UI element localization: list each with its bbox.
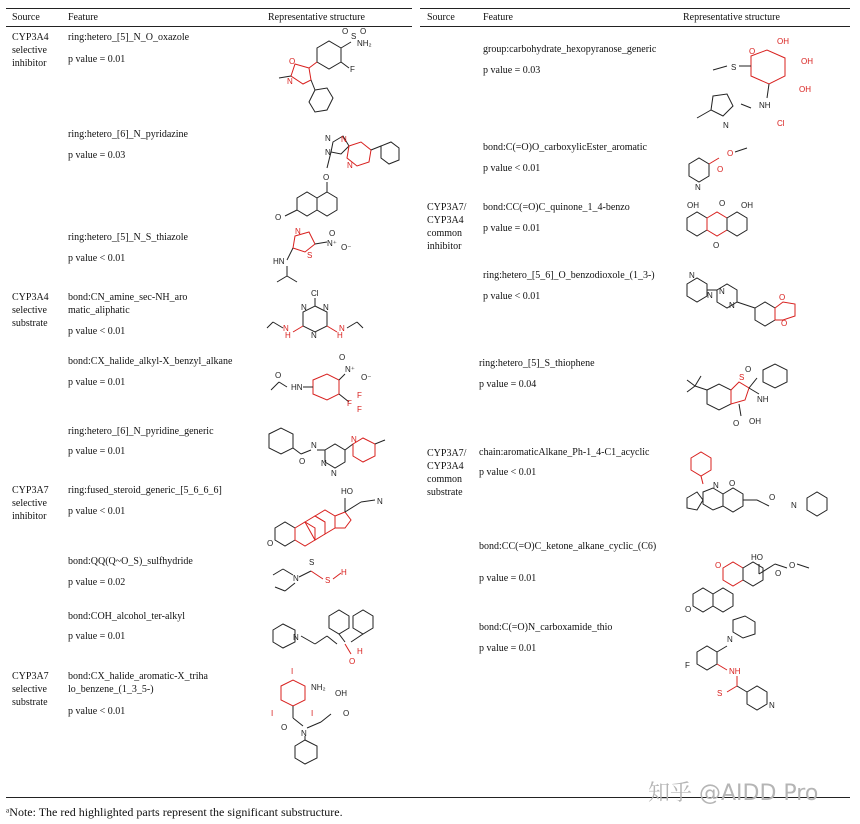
svg-text:S: S xyxy=(309,558,315,567)
svg-text:H: H xyxy=(337,331,343,340)
structure-trihalo xyxy=(265,666,375,776)
feature-label: bond:C(=O)O_carboxylicEster_aromatic xyxy=(483,142,647,153)
svg-text:O: O xyxy=(715,561,722,570)
header-feature-left: Feature xyxy=(68,12,98,23)
structure-pyridazine xyxy=(265,128,415,220)
svg-text:N: N xyxy=(325,134,331,143)
structure-tertiary-alcohol xyxy=(265,606,405,668)
svg-text:Cl: Cl xyxy=(777,119,785,128)
top-rule-left xyxy=(6,8,412,9)
feature-label: group:carbohydrate_hexopyranose_generic xyxy=(483,44,657,55)
structure-thioamide xyxy=(683,614,803,716)
group-common-substrate: CYP3A7/ CYP3A4 common substrate xyxy=(427,448,467,498)
svg-text:N: N xyxy=(321,459,327,468)
svg-text:O: O xyxy=(779,293,786,302)
svg-text:NH: NH xyxy=(757,395,769,404)
structure-steroid xyxy=(265,478,405,550)
svg-text:H: H xyxy=(285,331,291,340)
structure-anthraquinone xyxy=(683,196,763,252)
structure-ester xyxy=(683,138,763,194)
svg-text:I: I xyxy=(271,709,274,718)
p-value: p value < 0.01 xyxy=(68,326,126,337)
svg-text:N: N xyxy=(331,469,337,478)
p-value: p value < 0.01 xyxy=(483,163,541,174)
p-value: p value < 0.01 xyxy=(483,291,541,302)
svg-text:O: O xyxy=(781,319,788,328)
svg-text:O: O xyxy=(267,539,274,548)
svg-text:F: F xyxy=(357,391,362,400)
svg-text:F: F xyxy=(685,661,690,670)
svg-text:O: O xyxy=(275,371,282,380)
svg-text:NH: NH xyxy=(729,667,741,676)
svg-text:O: O xyxy=(717,165,724,174)
top-rule-right xyxy=(420,8,850,9)
svg-text:N: N xyxy=(719,287,725,296)
svg-text:N: N xyxy=(723,121,729,130)
svg-text:S: S xyxy=(717,689,723,698)
svg-text:S: S xyxy=(325,576,331,585)
svg-text:I: I xyxy=(291,667,294,676)
svg-text:OH: OH xyxy=(799,85,811,94)
svg-text:Cl: Cl xyxy=(311,289,319,298)
structure-sulfhydride xyxy=(265,557,365,599)
svg-text:O: O xyxy=(349,657,356,666)
svg-text:N: N xyxy=(729,301,735,310)
svg-text:N: N xyxy=(713,481,719,490)
feature-label xyxy=(68,670,208,696)
svg-text:F: F xyxy=(347,399,352,408)
structure-benzyl-halide xyxy=(265,350,375,422)
svg-text:NH: NH xyxy=(759,101,771,110)
feature-label: bond:COH_alcohol_ter-alkyl xyxy=(68,611,185,622)
p-value: p value < 0.01 xyxy=(479,467,537,478)
p-value: p value = 0.01 xyxy=(479,573,537,584)
svg-text:OH: OH xyxy=(801,57,813,66)
svg-text:H: H xyxy=(357,647,363,656)
svg-text:N: N xyxy=(727,635,733,644)
svg-text:O⁻: O⁻ xyxy=(361,373,372,382)
structure-ketone xyxy=(683,540,833,620)
header-source-left: Source xyxy=(12,12,40,23)
p-value: p value = 0.01 xyxy=(68,631,126,642)
svg-text:O: O xyxy=(343,709,350,718)
feature-label: ring:hetero_[5_6]_O_benzodioxole_(1_3-) xyxy=(483,270,655,281)
header-source-right: Source xyxy=(427,12,455,23)
svg-text:NH₂: NH₂ xyxy=(311,683,326,692)
feature-label xyxy=(68,291,188,317)
svg-text:O: O xyxy=(329,229,336,238)
svg-text:OH: OH xyxy=(687,201,699,210)
svg-text:O: O xyxy=(299,457,306,466)
svg-text:S: S xyxy=(351,32,357,41)
svg-text:HO: HO xyxy=(751,553,763,562)
svg-text:NH₂: NH₂ xyxy=(357,39,372,48)
feature-label: bond:CX_halide_alkyl-X_benzyl_alkane xyxy=(68,356,233,367)
structure-aromatic-alkane xyxy=(683,444,843,530)
svg-text:HN: HN xyxy=(291,383,303,392)
p-value: p value = 0.01 xyxy=(479,643,537,654)
feature-text: bond:CN_amine_sec-NH_aromatic_aliphatic xyxy=(68,292,188,316)
feature-label: bond:CC(=O)C_quinone_1_4-benzo xyxy=(483,202,630,213)
svg-text:N: N xyxy=(301,303,307,312)
structure-thiazole xyxy=(265,228,365,290)
p-value: p value = 0.01 xyxy=(68,54,126,65)
p-value: p value = 0.01 xyxy=(68,446,126,457)
feature-label: ring:fused_steroid_generic_[5_6_6_6] xyxy=(68,485,222,496)
svg-text:N: N xyxy=(689,271,695,280)
header-structure-right: Representative structure xyxy=(683,12,780,23)
structure-hexopyranose xyxy=(683,36,843,136)
feature-text: bond:CX_halide_aromatic-X_trihalo_benzene_(1_3_5-) xyxy=(68,671,208,695)
svg-text:N: N xyxy=(293,574,299,583)
svg-text:O: O xyxy=(719,199,726,208)
header-rule-right xyxy=(420,26,850,27)
svg-text:N: N xyxy=(351,435,357,444)
table-footnote: ᵃNote: The red highlighted parts represent the significant substructure. xyxy=(6,805,343,819)
svg-text:I: I xyxy=(311,709,314,718)
feature-label: ring:hetero_[6]_N_pyridazine xyxy=(68,129,188,140)
feature-label: ring:hetero_[5]_N_O_oxazole xyxy=(68,32,190,43)
feature-label: chain:aromaticAlkane_Ph-1_4-C1_acyclic xyxy=(479,447,650,458)
svg-text:N⁺: N⁺ xyxy=(345,365,355,374)
watermark: 知乎 @AIDD Pro xyxy=(648,781,819,806)
svg-text:N: N xyxy=(707,291,713,300)
svg-text:O⁻: O⁻ xyxy=(341,243,352,252)
svg-text:H: H xyxy=(341,568,347,577)
svg-text:S: S xyxy=(731,63,737,72)
svg-text:O: O xyxy=(281,723,288,732)
feature-label: bond:QQ(Q~O_S)_sulfhydride xyxy=(68,556,193,567)
structure-oxazole xyxy=(265,27,372,120)
svg-text:N: N xyxy=(283,324,289,333)
svg-text:N: N xyxy=(301,729,307,738)
structure-benzodioxole xyxy=(683,264,833,328)
svg-text:F: F xyxy=(357,405,362,414)
header-structure-left: Representative structure xyxy=(268,12,365,23)
group-cyp3a7-substrate: CYP3A7 selective substrate xyxy=(12,671,49,708)
group-cyp3a4-substrate: CYP3A4 selective substrate xyxy=(12,292,49,329)
svg-text:N: N xyxy=(341,135,347,144)
svg-text:S: S xyxy=(739,373,745,382)
svg-text:O: O xyxy=(789,561,796,570)
structure-triazine xyxy=(265,288,365,350)
svg-text:N: N xyxy=(295,227,301,236)
p-value: p value = 0.01 xyxy=(68,377,126,388)
svg-text:N: N xyxy=(311,441,317,450)
svg-text:O: O xyxy=(360,27,367,36)
structure-pyridine xyxy=(265,420,405,482)
p-value: p value = 0.03 xyxy=(483,65,541,76)
svg-text:O: O xyxy=(727,149,734,158)
svg-text:O: O xyxy=(769,493,776,502)
header-feature-right: Feature xyxy=(483,12,513,23)
svg-text:O: O xyxy=(685,605,692,614)
svg-text:N: N xyxy=(791,501,797,510)
svg-text:HN: HN xyxy=(273,257,285,266)
group-cyp3a4-inhibitor: CYP3A4 selective inhibitor xyxy=(12,32,49,69)
svg-text:O: O xyxy=(775,569,782,578)
p-value: p value < 0.01 xyxy=(68,253,126,264)
svg-text:N: N xyxy=(377,497,383,506)
svg-text:O: O xyxy=(342,27,349,36)
svg-text:OH: OH xyxy=(741,201,753,210)
svg-text:N: N xyxy=(339,324,345,333)
svg-text:O: O xyxy=(323,173,330,182)
svg-text:HO: HO xyxy=(341,487,353,496)
p-value: p value < 0.01 xyxy=(68,506,126,517)
svg-text:OH: OH xyxy=(777,37,789,46)
feature-label: bond:C(=O)N_carboxamide_thio xyxy=(479,622,613,633)
svg-text:O: O xyxy=(745,365,752,374)
header-rule-left xyxy=(6,26,412,27)
svg-text:O: O xyxy=(749,47,756,56)
svg-text:N: N xyxy=(323,303,329,312)
p-value: p value < 0.01 xyxy=(68,706,126,717)
svg-text:O: O xyxy=(289,57,296,66)
svg-text:O: O xyxy=(729,479,736,488)
p-value: p value = 0.03 xyxy=(68,150,126,161)
feature-label: ring:hetero_[5]_N_S_thiazole xyxy=(68,232,188,243)
group-common-inhibitor: CYP3A7/ CYP3A4 common inhibitor xyxy=(427,202,467,252)
group-cyp3a7-inhibitor: CYP3A7 selective inhibitor xyxy=(12,485,49,522)
p-value: p value = 0.01 xyxy=(483,223,541,234)
svg-text:N: N xyxy=(347,161,353,170)
svg-text:O: O xyxy=(733,419,740,428)
svg-text:O: O xyxy=(339,353,346,362)
feature-label: bond:CC(=O)C_ketone_alkane_cyclic_(C6) xyxy=(479,541,657,552)
svg-text:O: O xyxy=(275,213,282,222)
svg-text:S: S xyxy=(307,251,313,260)
svg-text:N: N xyxy=(287,77,293,86)
svg-text:N: N xyxy=(311,331,317,340)
feature-label: ring:hetero_[6]_N_pyridine_generic xyxy=(68,426,214,437)
svg-text:N⁺: N⁺ xyxy=(327,239,337,248)
p-value: p value = 0.02 xyxy=(68,577,126,588)
feature-label: ring:hetero_[5]_S_thiophene xyxy=(479,358,595,369)
svg-text:N: N xyxy=(695,183,701,192)
svg-text:N: N xyxy=(769,701,775,710)
structure-thiophene xyxy=(679,360,819,432)
p-value: p value = 0.04 xyxy=(479,379,537,390)
svg-text:OH: OH xyxy=(335,689,347,698)
svg-text:N: N xyxy=(293,633,299,642)
svg-text:OH: OH xyxy=(749,417,761,426)
svg-text:F: F xyxy=(350,65,355,74)
svg-text:O: O xyxy=(713,241,720,250)
svg-text:N: N xyxy=(325,148,331,157)
